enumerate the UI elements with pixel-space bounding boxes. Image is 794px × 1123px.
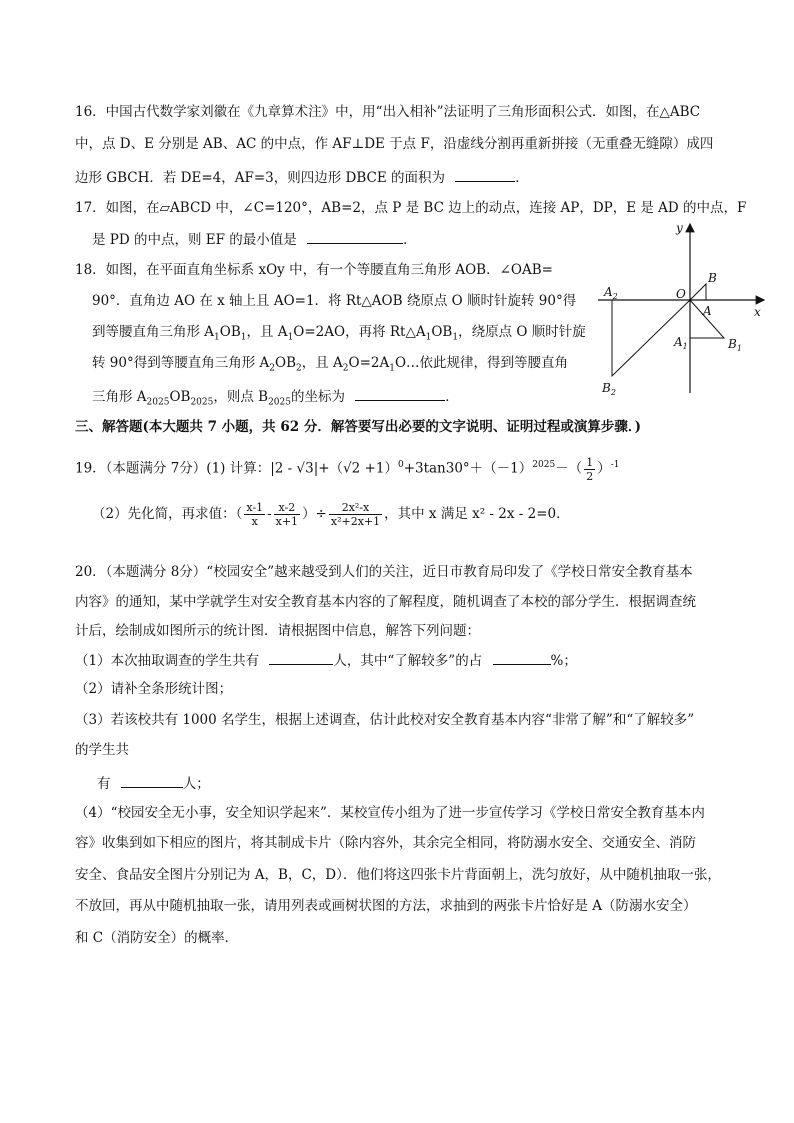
half-fraction [584,456,595,483]
label-b: B [708,271,717,285]
q18-l3d: O=2AO，再将 Rt△A [293,324,426,340]
q18-line3 [92,323,586,347]
q18-sub: 1 [240,332,247,343]
fraction-3 [329,501,382,528]
triangle-aob [690,284,706,300]
q20-blank-count[interactable] [269,650,333,665]
q18-l3a: 到等腰直角三角形 A [92,324,215,340]
q18-l4c: ，且 A [301,355,343,371]
x-label: x [754,305,761,319]
q19-p1a: 19．（本题满分 7分）(1) 计算：|2 - √3|+（√2 +1） [75,460,398,477]
frac-den: x²+2x+1 [330,515,381,528]
q20-s1c: %； [550,653,577,669]
label-a2: $A_2$ [604,285,618,301]
frac-num: x-2 [274,501,300,515]
label-b2: $B_2$ [602,381,616,397]
q18-l5d: 的坐标为 [290,389,345,405]
q19-p2b: ，其中 x 满足 x² - 2x - 2=0． [384,506,570,522]
q20-line1: 20．（本题满分 8分）“校园安全”越来越受到人们的关注，近日市教育局印发了《学校日常安全教育基本 [75,564,693,580]
q18-sub: 1 [452,332,459,343]
q20-sub4-line2: 容》收集到如下相应的图片，将其制成卡片（除内容外，其余完全相同，将防溺水安全、交通安全、消防 [75,835,696,851]
q18-end: ． [445,389,459,405]
q16-line2: 中，点 D、E 分别是 AB、AC 的中点，作 AF⊥DE 于点 F，沿虚线分割再重新拼接（无重叠无缝隙）成四 [75,136,714,152]
q19-sup: -1 [610,460,620,470]
frac-num: 1 [586,455,594,469]
q20-line3: 计后，绘制成如图所示的统计图．请根据图中信息，解答下列问题： [75,623,480,639]
q17-line2 [92,229,417,249]
q17-line1: 17．如图，在▱ABCD 中，∠C=120°，AB=2，点 P 是 BC 边上的动点，连接 AP，DP，E 是 AD 的中点，F [75,200,747,216]
q19-p1b: +3tan30°＋（－1） [403,460,533,477]
fraction-1 [244,501,265,528]
divide-sign: ）÷ [302,506,327,522]
q18-sub: 1 [425,332,432,343]
q20-s1a: （1）本次抽取调查的学生共有 [75,653,260,669]
q20-s3c: 有 [97,776,111,792]
q20-s3d: 人； [182,776,210,792]
frac-den: x+1 [275,515,299,528]
q18-l5c: ，则点 B [213,389,269,405]
q20-sub3-line3 [97,773,210,793]
q18-line5 [92,386,459,412]
q16-text: 边形 GBCH．若 DE=4，AF=3，则四边形 DBCE 的面积为 [75,170,445,186]
label-a1: $A_1$ [674,335,688,351]
q18-line2: 90°．直角边 AO 在 x 轴上且 AO=1．将 Rt△AOB 绕原点 O 顺时针旋转 90°得 [92,293,577,309]
q18-sub: 1 [287,332,294,343]
q17-text: 是 PD 的中点，则 EF 的最小值是 [92,232,297,248]
q16-line3 [75,167,529,187]
y-label: y [676,221,683,235]
q18-l3f: ，绕原点 O 顺时针旋 [458,324,586,340]
q18-answer-blank[interactable] [355,386,445,401]
q19-p2a: （2）先化简，再求值：（ [92,506,243,522]
q18-l3b: OB [219,324,241,340]
q18-sub: 2025 [146,397,170,408]
q20-sub3-line2: 的学生共 [75,742,129,758]
q17-answer-blank[interactable] [307,229,403,244]
q19-sup: 2025 [532,460,556,470]
q18-l3c: ，且 A [246,324,288,340]
q18-sub: 1 [214,332,220,343]
q17-end: ． [403,232,417,248]
q18-sub: 1 [389,363,395,374]
frac-num: 2x²-x [329,501,382,515]
q19-part1 [75,450,620,483]
q18-l5b: OB [169,389,191,405]
q18-sub: 2 [269,363,275,374]
label-a: A [703,304,712,318]
q20-sub4-line3: 安全、食品安全图片分别记为 A，B，C，D）．他们将这四张卡片背面朝上，洗匀放好，从中随机抽取一张， [75,867,721,883]
q18-line4 [92,354,568,378]
q16-line1: 16．中国古代数学家刘徽在《九章算术注》中，用“出入相补”法证明了三角形面积公式．如图，在△ABC [75,104,701,120]
q16-answer-blank[interactable] [455,167,515,182]
q20-sub4-line4: 不放回，再从中随机抽取一张，请用列表或画树状图的方法，求抽到的两张卡片恰好是 A（防溺水安全） [75,898,697,914]
q20-sub1 [75,650,577,670]
q20-blank-percent[interactable] [493,650,551,665]
q20-s1b: 人，其中“了解较多”的占 [333,653,483,669]
q19-part2 [92,498,570,530]
q18-sub: 2025 [268,397,291,408]
label-b1: $B_1$ [728,337,742,353]
q20-sub4-line1: （4）“校园安全无小事，安全知识学起来”．某校宣传小组为了进一步宣传学习《学校日常安全教育基本内 [75,805,705,821]
frac-den: 2 [586,469,594,483]
section-heading: 三、解答题(本大题共 7 小题，共 62 分．解答要写出必要的文字说明、证明过程或演算步骤．) [75,419,642,435]
q18-l4b: OB [275,355,296,371]
q18-l5a: 三角形 A [92,389,147,405]
q20-sub2: （2）请补全条形统计图； [75,681,233,697]
q16-end: ． [515,170,529,186]
q18-l4d: O=2A [348,355,390,371]
origin-label: O [676,287,686,301]
q20-line2: 内容》的通知，某中学就学生对安全教育基本内容的了解程度，随机调查了本校的部分学生．根据调查统 [75,594,696,610]
q20-blank-estimate[interactable] [121,773,183,788]
q20-sub3-line1: （3）若该校共有 1000 名学生，根据上述调查，估计此校对安全教育基本内容“非常了解”和“了解较多” [75,712,695,728]
q18-line1: 18．如图，在平面直角坐标系 xOy 中，有一个等腰直角三角形 AOB．∠OAB= [75,262,553,278]
q18-l4a: 转 90°得到等腰直角三角形 A [92,355,270,371]
coordinate-figure [598,218,770,398]
minus-sign: - [267,506,272,522]
q20-sub4-line5: 和 C（消防安全）的概率． [75,930,239,946]
q19-p1c: －（ [555,460,583,477]
frac-den: x [251,515,258,528]
fraction-2 [274,501,300,528]
q19-p1d: ） [597,460,611,477]
q19-sup: 0 [397,460,404,470]
q18-sub: 2 [342,363,349,374]
q18-l3e: OB [431,324,453,340]
q18-sub: 2025 [190,397,214,408]
q18-sub: 2 [296,363,302,374]
frac-num: x-1 [246,501,264,514]
q18-l4e: O…依此规律，得到等腰直角 [394,355,569,371]
